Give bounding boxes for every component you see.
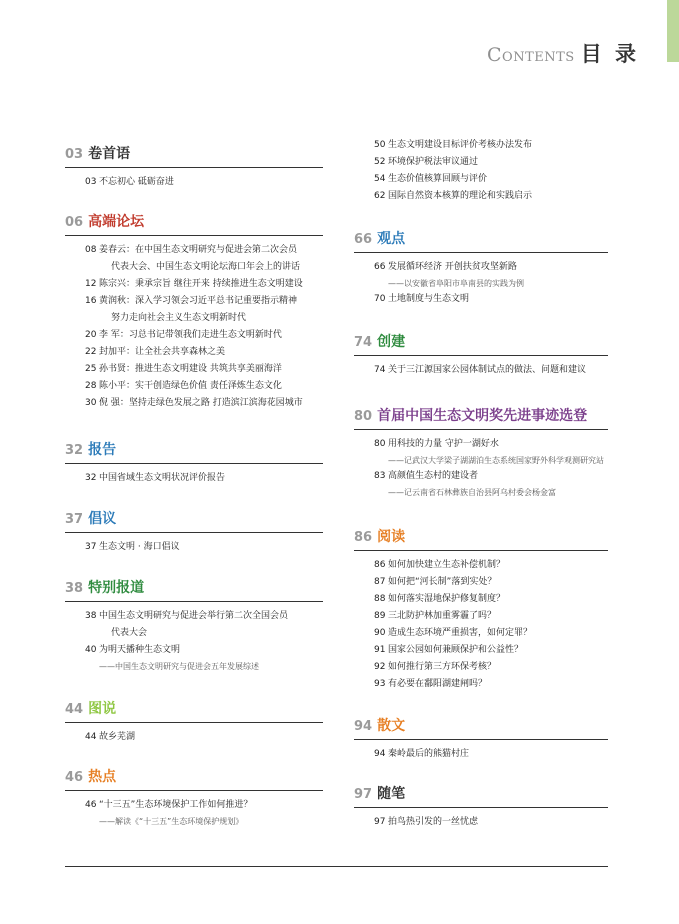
entry-title: 不忘初心 砥砺奋进 [99,177,174,187]
entry-page-number: 30 [85,398,97,408]
entry-title: 拍鸟热引发的一丝忧虑 [388,817,479,827]
entry-page-number: 83 [374,471,386,481]
toc-section [65,577,323,674]
section-header [354,715,608,735]
section-title: 特别报道 [88,580,145,596]
entry-title: 封加平：让全社会共享森林之美 [99,347,226,357]
toc-entry[interactable] [65,344,323,361]
section-header [65,211,323,231]
entry-title: 中国生态文明研究与促进会举行第二次全国会员 [99,611,289,621]
entry-page-number: 28 [85,381,97,391]
entry-title: 孙书贤：推进生态文明建设 共筑共享美丽海洋 [99,364,282,374]
section-title: 卷首语 [88,146,131,162]
section-items [354,137,608,205]
entry-page-number: 46 [85,800,97,810]
toc-entry[interactable] [354,137,608,154]
toc-section [65,439,323,487]
toc-entry[interactable] [354,746,608,763]
section-page-number: 66 [354,232,373,247]
entry-page-number: 89 [374,611,386,621]
section-rule [354,550,608,551]
bottom-divider [65,866,608,867]
entry-page-number: 97 [374,817,386,827]
toc-entry[interactable] [354,574,608,591]
section-header [65,766,323,786]
section-items [65,729,323,746]
entry-title: 陈宗兴：秉承宗旨 继往开来 持续推进生态文明建设 [99,279,303,289]
section-items [65,242,323,412]
toc-entry[interactable] [65,814,323,829]
section-page-number: 32 [65,443,84,458]
entry-page-number: 91 [374,645,386,655]
toc-section [354,131,608,205]
section-page-number: 86 [354,530,373,545]
toc-entry[interactable] [65,659,323,674]
toc-entry[interactable] [65,259,323,276]
section-items [354,557,608,693]
entry-title: 倪 强：坚持走绿色发展之路 打造滨江滨海花园城市 [99,398,303,408]
toc-entry[interactable] [354,591,608,608]
section-rule [65,235,323,236]
toc-entry[interactable] [354,171,608,188]
toc-entry[interactable] [65,276,323,293]
entry-title: ——记云南省石林彝族自治县阿乌村委会杨金富 [388,488,556,497]
section-items [354,746,608,763]
entry-page-number: 92 [374,662,386,672]
toc-section [354,715,608,763]
entry-page-number: 20 [85,330,97,340]
section-header [65,698,323,718]
toc-entry[interactable] [354,436,608,453]
entry-page-number: 70 [374,294,386,304]
section-header [354,783,608,803]
toc-entry[interactable] [65,327,323,344]
entry-page-number: 44 [85,732,97,742]
entry-title: ——解读《“十三五”生态环境保护规划》 [99,817,244,826]
toc-entry[interactable] [65,470,323,487]
toc-entry[interactable] [65,395,323,412]
section-title: 首届中国生态文明奖先进事迹选登 [377,408,588,424]
toc-entry[interactable] [65,608,323,625]
entry-title: 姜春云：在中国生态文明研究与促进会第二次会员 [99,245,298,255]
entry-title: 陈小平：实干创造绿色价值 责任泽炼生态文化 [99,381,282,391]
section-items [354,436,608,500]
toc-entry[interactable] [354,453,608,468]
entry-title: ——中国生态文明研究与促进会五年发展综述 [99,662,259,671]
toc-entry[interactable] [65,293,323,310]
toc-entry[interactable] [65,729,323,746]
entry-page-number: 52 [374,157,386,167]
toc-section [354,405,608,500]
section-title: 报告 [88,442,117,458]
section-rule [65,463,323,464]
toc-entry[interactable] [354,676,608,693]
toc-entry[interactable] [354,814,608,831]
toc-section [65,766,323,829]
section-header [354,228,608,248]
entry-title: 李 军：习总书记带领我们走进生态文明新时代 [99,330,282,340]
page-header [487,38,639,68]
section-header [65,439,323,459]
entry-title: 生态文明建设目标评价考核办法发布 [388,140,533,150]
entry-title: 有必要在鄱阳湖建闸吗？ [388,679,488,689]
section-rule [65,722,323,723]
section-rule [354,355,608,356]
section-title: 创建 [377,334,406,350]
entry-page-number: 87 [374,577,386,587]
toc-entry[interactable] [65,310,323,327]
entry-page-number: 12 [85,279,97,289]
section-rule [65,167,323,168]
entry-page-number: 16 [85,296,97,306]
toc-section [65,508,323,556]
section-rule [65,790,323,791]
entry-page-number: 22 [85,347,97,357]
entry-title: 土地制度与生态文明 [388,294,470,304]
section-title: 随笔 [377,786,406,802]
toc-section [65,143,323,191]
section-page-number: 03 [65,147,84,162]
section-title: 热点 [88,769,117,785]
toc-section [354,526,608,693]
entry-title: 黄润秋：深入学习领会习近平总书记重要指示精神 [99,296,298,306]
section-header [354,405,608,425]
section-rule [354,429,608,430]
section-title: 倡议 [88,511,117,527]
section-title: 阅读 [377,529,406,545]
section-rule [354,739,608,740]
entry-title: 努力走向社会主义生态文明新时代 [111,313,247,323]
toc-entry[interactable] [354,291,608,308]
entry-page-number: 80 [374,439,386,449]
entry-page-number: 37 [85,542,97,552]
entry-page-number: 50 [374,140,386,150]
toc-entry[interactable] [354,276,608,291]
entry-title: 如何加快建立生态补偿机制？ [388,560,506,570]
entry-title: 如何把“河长制”落到实处？ [388,577,497,587]
entry-page-number: 62 [374,191,386,201]
toc-entry[interactable] [354,625,608,642]
toc-section [65,698,323,746]
entry-page-number: 38 [85,611,97,621]
entry-page-number: 74 [374,365,386,375]
entry-page-number: 90 [374,628,386,638]
toc-section [354,228,608,308]
entry-page-number: 54 [374,174,386,184]
section-title: 散文 [377,718,406,734]
section-title: 高端论坛 [88,214,145,230]
section-items [354,259,608,308]
contents-word: Contents [487,44,575,66]
section-page-number: 37 [65,512,84,527]
entry-page-number: 32 [85,473,97,483]
section-page-number: 94 [354,719,373,734]
section-items [354,814,608,831]
entry-page-number: 94 [374,749,386,759]
section-items [65,797,323,829]
entry-title: 生态文明 · 海口倡议 [99,542,180,552]
toc-entry[interactable] [65,539,323,556]
section-rule [65,532,323,533]
toc-entry[interactable] [65,797,323,814]
entry-title: 如何落实湿地保护修复制度？ [388,594,506,604]
entry-title: 发展循环经济 开创扶贫攻坚新路 [388,262,517,272]
section-rule [65,601,323,602]
toc-entry[interactable] [354,608,608,625]
toc-entry[interactable] [354,188,608,205]
toc-entry[interactable] [354,259,608,276]
entry-page-number: 66 [374,262,386,272]
entry-page-number: 08 [85,245,97,255]
toc-entry[interactable] [354,485,608,500]
entry-page-number: 93 [374,679,386,689]
section-items [65,470,323,487]
section-page-number: 97 [354,787,373,802]
section-header [65,508,323,528]
section-page-number: 38 [65,581,84,596]
entry-title: “十三五”生态环境保护工作如何推进？ [99,800,253,810]
toc-entry[interactable] [354,557,608,574]
section-header [65,577,323,597]
entry-page-number: 86 [374,560,386,570]
entry-page-number: 88 [374,594,386,604]
entry-title: 代表大会、中国生态文明论坛海口年会上的讲话 [111,262,301,272]
section-items [65,174,323,191]
entry-title: 故乡芜湖 [99,732,136,742]
entry-title: 为明天播种生态文明 [99,645,181,655]
section-header [65,143,323,163]
section-page-number: 46 [65,770,84,785]
toc-entry[interactable] [354,659,608,676]
entry-title: 环境保护税法审议通过 [388,157,479,167]
entry-title: 三北防护林加重雾霾了吗？ [388,611,497,621]
toc-entry[interactable] [354,468,608,485]
toc-entry[interactable] [354,362,608,379]
section-items [65,539,323,556]
entry-title: 高颜值生态村的建设者 [388,471,479,481]
section-title: 图说 [88,701,117,717]
section-page-number: 44 [65,702,84,717]
section-items [65,608,323,674]
entry-title: 如何推行第三方环保考核？ [388,662,497,672]
decorative-green-strip [667,0,679,62]
section-page-number: 80 [354,409,373,424]
section-page-number: 74 [354,335,373,350]
entry-title: 造成生态环境严重损害，如何定罪？ [388,628,533,638]
toc-entry[interactable] [65,174,323,191]
entry-title: 中国省域生态文明状况评价报告 [99,473,226,483]
section-header [354,331,608,351]
section-items [354,362,608,379]
entry-title: 用科技的力量 守护一湖好水 [388,439,499,449]
entry-page-number: 03 [85,177,97,187]
entry-title: ——记武汉大学梁子湖湖泊生态系统国家野外科学观测研究站 [388,456,604,465]
toc-entry[interactable] [65,642,323,659]
entry-title: 国际自然资本核算的理论和实践启示 [388,191,533,201]
toc-section [354,331,608,379]
entry-page-number: 25 [85,364,97,374]
entry-title: 国家公园如何兼顾保护和公益性？ [388,645,524,655]
table-of-contents-title: 目 录 [580,42,639,66]
toc-entry[interactable] [65,625,323,642]
toc-section [354,783,608,831]
toc-entry[interactable] [354,154,608,171]
entry-title: 生态价值核算回顾与评价 [388,174,488,184]
entry-page-number: 40 [85,645,97,655]
toc-section [65,211,323,412]
entry-title: 代表大会 [111,628,148,638]
toc-entry[interactable] [65,242,323,259]
entry-title: 关于三江源国家公园体制试点的做法、问题和建议 [388,365,587,375]
toc-entry[interactable] [65,378,323,395]
section-header [354,526,608,546]
section-rule [354,807,608,808]
entry-title: ——以安徽省阜阳市阜南县的实践为例 [388,279,524,288]
section-rule [354,252,608,253]
toc-entry[interactable] [65,361,323,378]
toc-entry[interactable] [354,642,608,659]
entry-title: 秦岭最后的熊猫村庄 [388,749,470,759]
section-page-number: 06 [65,215,84,230]
section-title: 观点 [377,231,406,247]
